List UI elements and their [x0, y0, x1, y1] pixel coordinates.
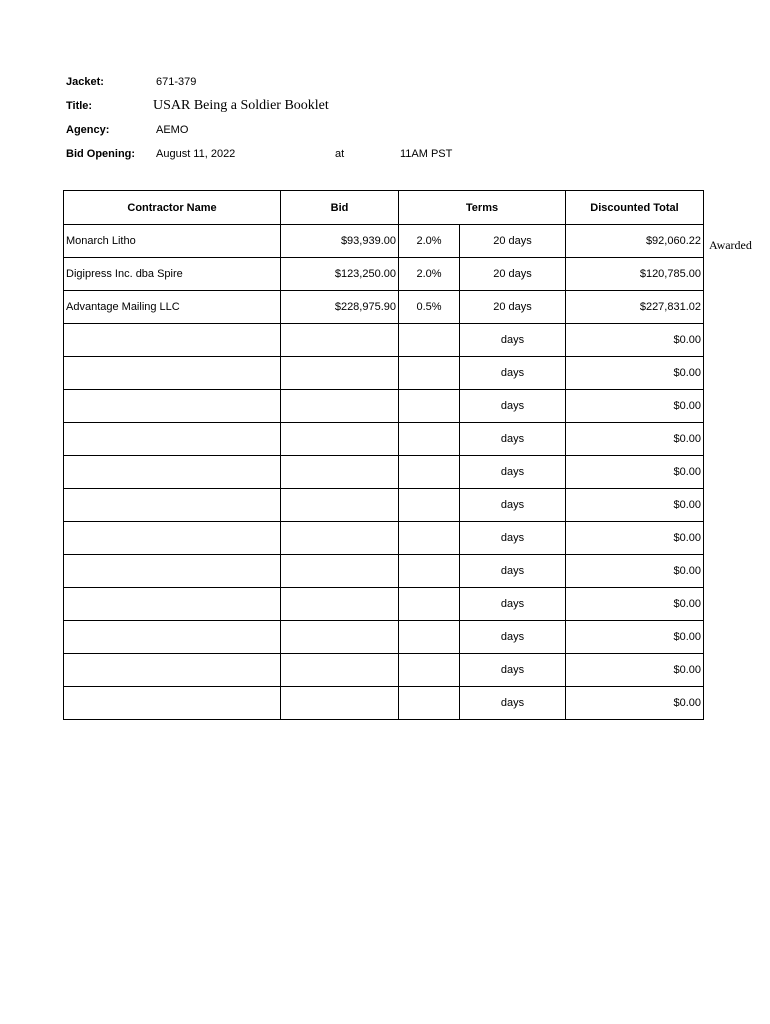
discounted-total-cell: $92,060.22	[566, 225, 704, 258]
discounted-total-cell: $0.00	[566, 621, 704, 654]
bid-cell	[281, 654, 399, 687]
discount-percent-cell	[399, 357, 460, 390]
contractor-name-cell	[64, 390, 281, 423]
terms-header: Terms	[399, 191, 566, 225]
table-row	[64, 555, 704, 588]
discount-percent-cell	[399, 390, 460, 423]
discounted-total-cell: $120,785.00	[566, 258, 704, 291]
bid-cell	[281, 357, 399, 390]
bid-results-table	[63, 190, 704, 720]
terms-days-cell: 20 days	[460, 291, 566, 324]
title-label: Title:	[66, 100, 93, 112]
bid-cell	[281, 588, 399, 621]
discount-percent-cell	[399, 555, 460, 588]
bid-cell	[281, 687, 399, 720]
discount-percent-cell	[399, 621, 460, 654]
discount-percent-cell	[399, 588, 460, 621]
table-row	[64, 654, 704, 687]
bid-cell	[281, 621, 399, 654]
terms-days-cell: days	[460, 489, 566, 522]
bid-cell	[281, 555, 399, 588]
contractor-name-cell	[64, 456, 281, 489]
discount-percent-cell: 2.0%	[399, 225, 460, 258]
contractor-name-cell	[64, 588, 281, 621]
bid-cell	[281, 324, 399, 357]
terms-days-cell: days	[460, 456, 566, 489]
bid-opening-time: 11AM PST	[400, 148, 453, 160]
bid-opening-at: at	[335, 148, 345, 160]
contractor-name-header: Contractor Name	[64, 191, 281, 225]
discounted-total-cell: $0.00	[566, 489, 704, 522]
contractor-name-cell	[64, 555, 281, 588]
terms-days-cell: 20 days	[460, 258, 566, 291]
discounted-total-cell: $0.00	[566, 390, 704, 423]
discount-percent-cell	[399, 456, 460, 489]
bid-cell	[281, 456, 399, 489]
terms-days-cell: days	[460, 423, 566, 456]
contractor-name-cell: Digipress Inc. dba Spire	[64, 258, 281, 291]
discounted-total-cell: $0.00	[566, 522, 704, 555]
contractor-name-cell	[64, 423, 281, 456]
bid-cell: $93,939.00	[281, 225, 399, 258]
discounted-total-cell: $0.00	[566, 423, 704, 456]
table-body	[64, 225, 704, 720]
discount-percent-cell	[399, 423, 460, 456]
discounted-total-cell: $0.00	[566, 456, 704, 489]
discount-percent-cell: 2.0%	[399, 258, 460, 291]
contractor-name-cell	[64, 522, 281, 555]
discount-percent-cell	[399, 654, 460, 687]
title-value: USAR Being a Soldier Booklet	[153, 98, 329, 113]
bid-cell	[281, 522, 399, 555]
agency-value: AEMO	[156, 124, 189, 136]
jacket-value: 671-379	[156, 76, 197, 88]
table-row	[64, 687, 704, 720]
table-row	[64, 390, 704, 423]
discount-percent-cell	[399, 522, 460, 555]
contractor-name-cell	[64, 654, 281, 687]
table-row	[64, 423, 704, 456]
discounted-total-cell: $0.00	[566, 687, 704, 720]
table-row	[64, 522, 704, 555]
table-row	[64, 456, 704, 489]
discount-percent-cell	[399, 687, 460, 720]
discount-percent-cell: 0.5%	[399, 291, 460, 324]
contractor-name-cell	[64, 357, 281, 390]
discounted-total-header: Discounted Total	[566, 191, 704, 225]
contractor-name-cell: Advantage Mailing LLC	[64, 291, 281, 324]
discounted-total-cell: $0.00	[566, 654, 704, 687]
contractor-name-cell	[64, 621, 281, 654]
discount-percent-cell	[399, 324, 460, 357]
discount-percent-cell	[399, 489, 460, 522]
table-row	[64, 225, 704, 258]
contractor-name-cell	[64, 489, 281, 522]
bid-cell	[281, 423, 399, 456]
bid-opening-label: Bid Opening:	[66, 148, 136, 160]
terms-days-cell: days	[460, 324, 566, 357]
table-row	[64, 621, 704, 654]
table-row	[64, 588, 704, 621]
bid-cell	[281, 489, 399, 522]
terms-days-cell: days	[460, 687, 566, 720]
table-row	[64, 258, 704, 291]
discounted-total-cell: $0.00	[566, 324, 704, 357]
table-row	[64, 324, 704, 357]
terms-days-cell: days	[460, 588, 566, 621]
jacket-label: Jacket:	[66, 76, 104, 88]
table-row	[64, 291, 704, 324]
bid-cell: $228,975.90	[281, 291, 399, 324]
terms-days-cell: days	[460, 555, 566, 588]
awarded-note: Awarded	[709, 238, 752, 252]
discounted-total-cell: $0.00	[566, 588, 704, 621]
bid-cell	[281, 390, 399, 423]
contractor-name-cell: Monarch Litho	[64, 225, 281, 258]
contractor-name-cell	[64, 324, 281, 357]
table-row	[64, 489, 704, 522]
terms-days-cell: days	[460, 654, 566, 687]
terms-days-cell: days	[460, 621, 566, 654]
table-header-row	[64, 191, 704, 225]
discounted-total-cell: $0.00	[566, 555, 704, 588]
table-row	[64, 357, 704, 390]
terms-days-cell: days	[460, 357, 566, 390]
contractor-name-cell	[64, 687, 281, 720]
discounted-total-cell: $227,831.02	[566, 291, 704, 324]
terms-days-cell: days	[460, 522, 566, 555]
discounted-total-cell: $0.00	[566, 357, 704, 390]
bid-header: Bid	[281, 191, 399, 225]
bid-opening-date: August 11, 2022	[156, 148, 236, 160]
terms-days-cell: 20 days	[460, 225, 566, 258]
terms-days-cell: days	[460, 390, 566, 423]
agency-label: Agency:	[66, 124, 110, 136]
bid-cell: $123,250.00	[281, 258, 399, 291]
